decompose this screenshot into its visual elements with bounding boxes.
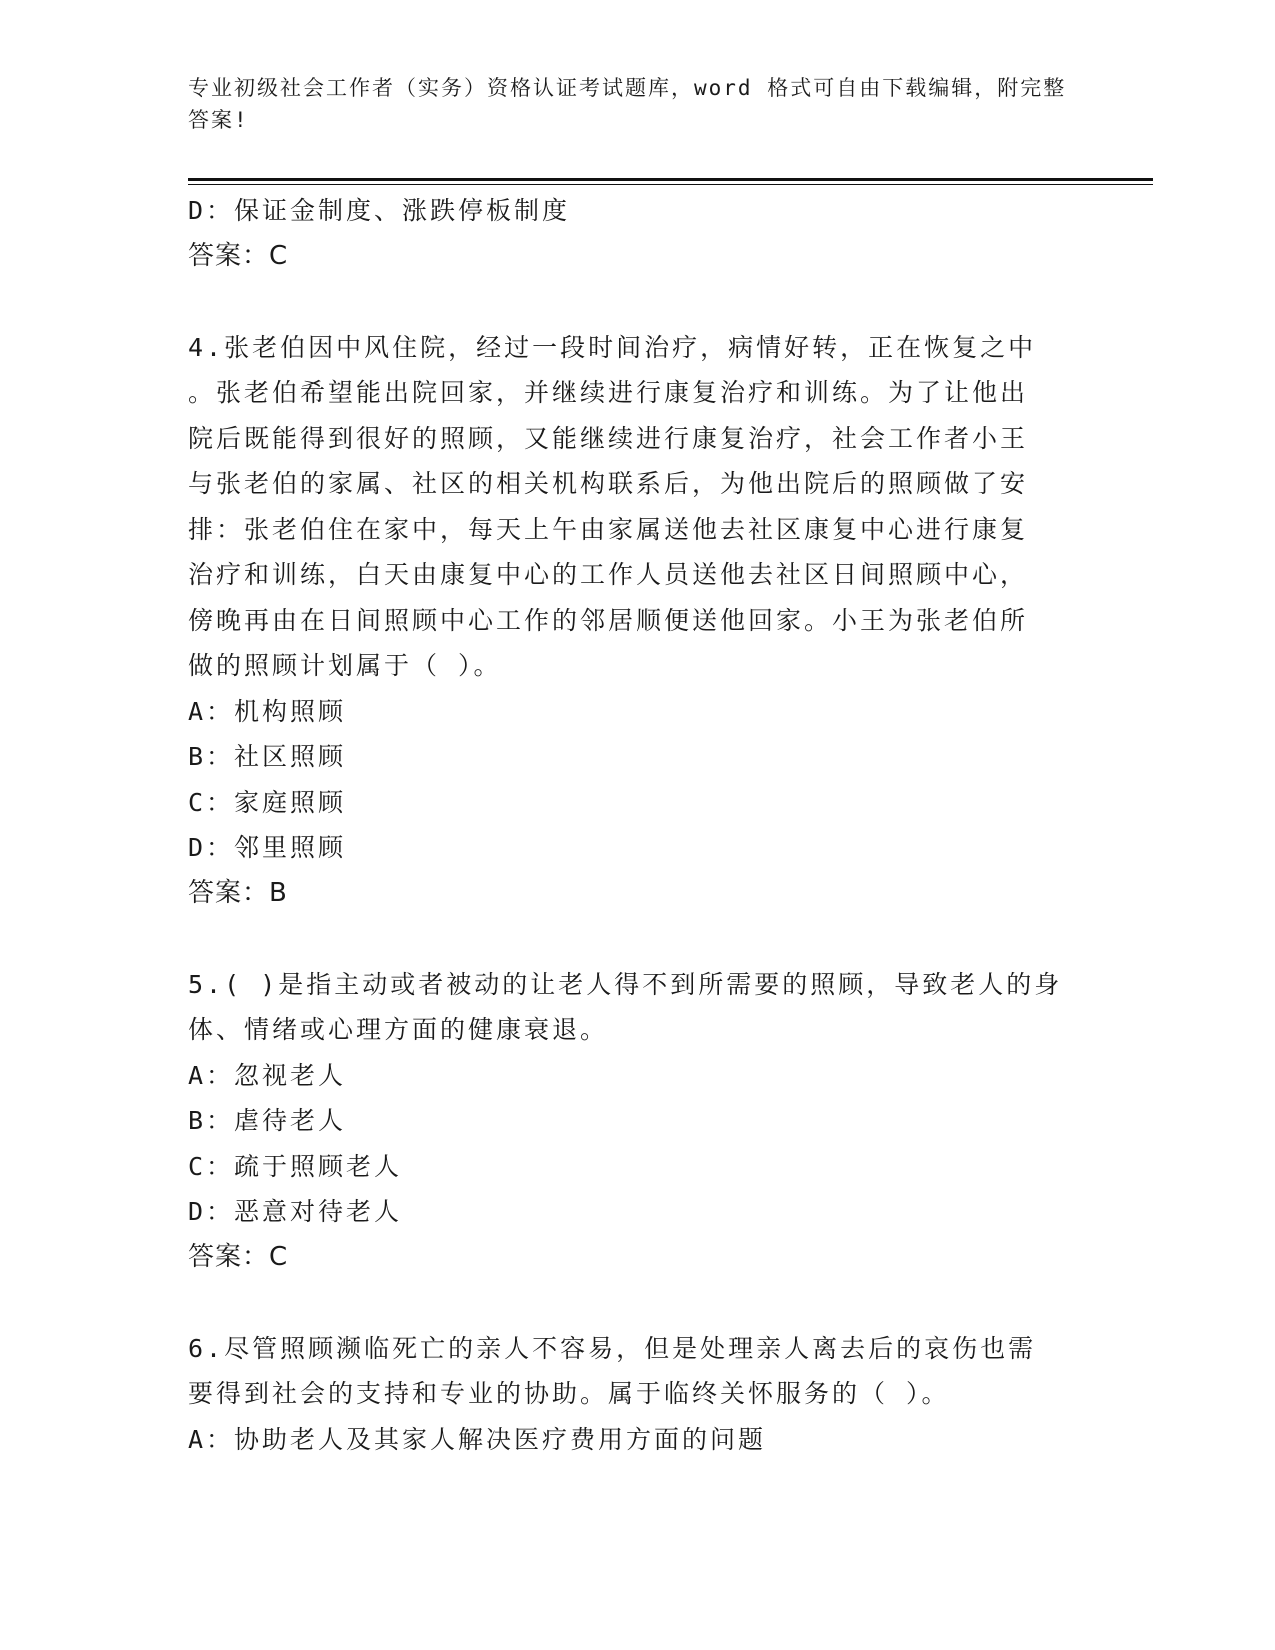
question-5-option-d: D：恶意对待老人 (188, 1197, 403, 1226)
question-5 (188, 962, 1088, 1281)
prev-question-answer: 答案：C (188, 240, 289, 271)
question-5-answer: 答案：C (188, 1241, 289, 1272)
question-4-line: 排：张老伯住在家中，每天上午由家属送他去社区康复中心进行康复 (188, 514, 1029, 544)
question-4-line: 院后既能得到很好的照顾，又能继续进行康复治疗，社会工作者小王 (188, 423, 1029, 453)
question-4-option-a: A：机构照顾 (188, 696, 347, 726)
question-4-answer: 答案：B (188, 877, 288, 908)
question-4-line: 治疗和训练，白天由康复中心的工作人员送他去社区日间照顾中心， (188, 560, 1029, 589)
question-6 (188, 1326, 1088, 1463)
question-4-line: 4.张老伯因中风住院，经过一段时间治疗，病情好转，正在恢复之中 (188, 332, 1037, 362)
question-5-line: 5.( )是指主动或者被动的让老人得不到所需要的照顾，导致老人的身 (188, 969, 1063, 999)
question-5-line: 体、情绪或心理方面的健康衰退。 (188, 1015, 609, 1044)
header-rule-thick (188, 178, 1153, 181)
spacer (188, 279, 1088, 325)
question-4-line: 做的照顾计划属于（ ）。 (188, 651, 502, 680)
document-body (188, 188, 1088, 1462)
spacer (188, 1280, 1088, 1326)
question-6-line: 要得到社会的支持和专业的协助。属于临终关怀服务的（ ）。 (188, 1379, 950, 1408)
question-5-option-c: C：疏于照顾老人 (188, 1151, 403, 1181)
page-header: 专业初级社会工作者（实务）资格认证考试题库，word 格式可自由下载编辑，附完整答案! (188, 76, 1067, 132)
question-6-option-a: A：协助老人及其家人解决医疗费用方面的问题 (188, 1424, 767, 1454)
question-4-line: 与张老伯的家属、社区的相关机构联系后，为他出院后的照顾做了安 (188, 469, 1029, 498)
question-4 (188, 325, 1088, 917)
question-4-line: 。张老伯希望能出院回家，并继续进行康复治疗和训练。为了让他出 (188, 378, 1029, 407)
question-4-option-d: D：邻里照顾 (188, 833, 347, 862)
question-5-option-b: B：虐待老人 (188, 1106, 347, 1135)
question-5-option-a: A：忽视老人 (188, 1060, 347, 1090)
header-rule-thin (188, 184, 1153, 185)
question-4-option-c: C：家庭照顾 (188, 787, 347, 817)
question-6-line: 6.尽管照顾濒临死亡的亲人不容易，但是处理亲人离去后的哀伤也需 (188, 1333, 1037, 1363)
question-4-option-b: B：社区照顾 (188, 742, 347, 771)
spacer (188, 916, 1088, 962)
question-4-line: 傍晚再由在日间照顾中心工作的邻居顺便送他回家。小王为张老伯所 (188, 605, 1029, 635)
prev-question-option-d: D：保证金制度、涨跌停板制度 (188, 196, 571, 225)
